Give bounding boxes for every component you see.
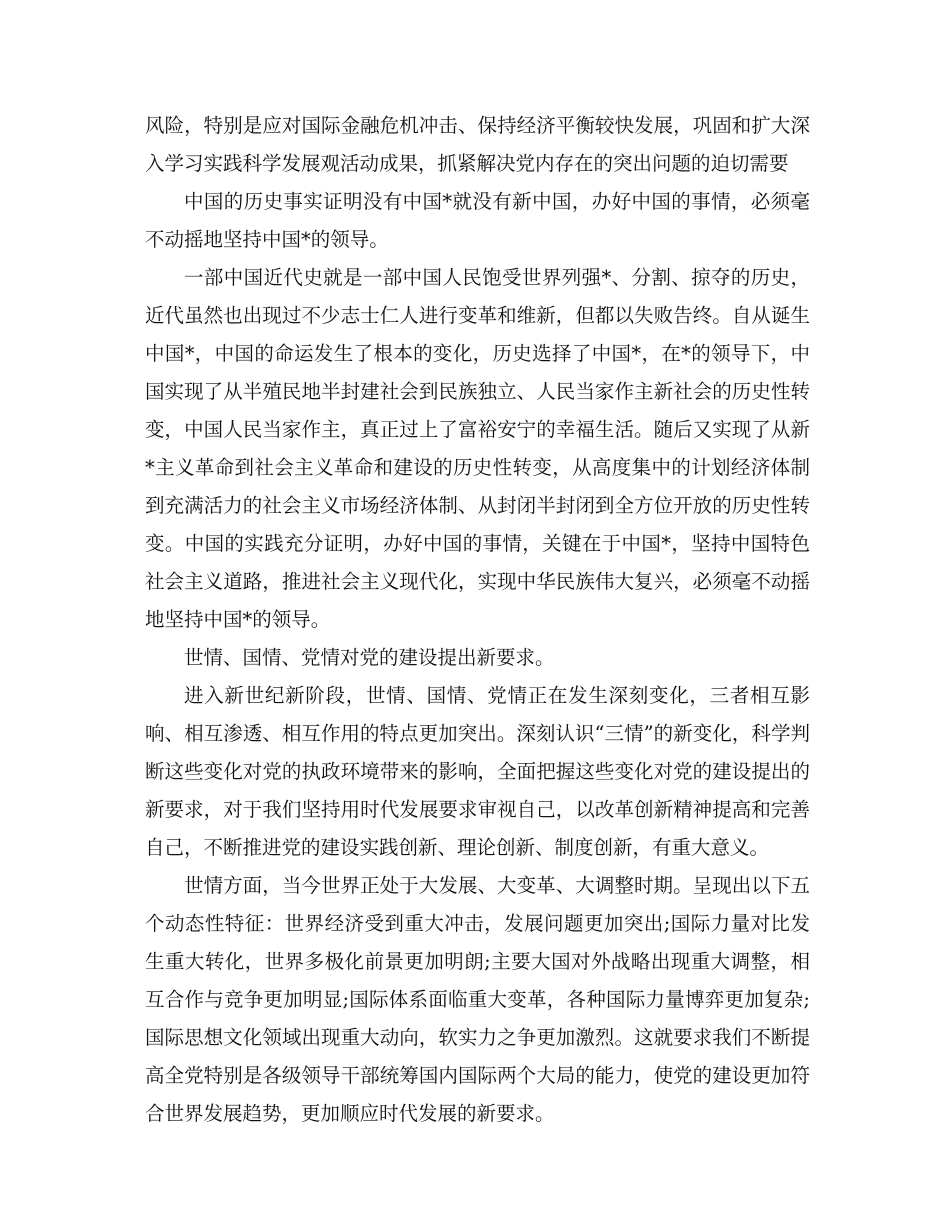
document-body <box>145 107 810 1133</box>
paragraph-5: 进入新世纪新阶段，世情、国情、党情正在发生深刻变化，三者相互影响、相互渗透、相互作用的特点更加突出。深刻认识“三情”的新变化，科学判断这些变化对党的执政环境带来的影响，全面把握这些变化对党的建设提出的新要求，对于我们坚持用时代发展要求审视自己，以改革创新精神提高和完善自己，不断推进党的建设实践创新、理论创新、制度创新，有重大意义。 <box>145 684 810 859</box>
paragraph-1: 风险，特别是应对国际金融危机冲击、保持经济平衡较快发展，巩固和扩大深入学习实践科学发展观活动成果，抓紧解决党内存在的突出问题的迫切需要 <box>145 114 810 175</box>
paragraph-3: 一部中国近代史就是一部中国人民饱受世界列强*、分割、掠夺的历史，近代虽然也出现过不少志士仁人进行变革和维新，但都以失败告终。自从诞生中国*，中国的命运发生了根本的变化，历史选择了中国*，在*的领导下，中国实现了从半殖民地半封建社会到民族独立、人民当家作主新社会的历史性转变，中国人民当家作主，真正过上了富裕安宁的幸福生活。随后又实现了从新*主义革命到社会主义革命和建设的历史性转变，从高度集中的计划经济体制到充满活力的社会主义市场经济体制、从封闭半封闭到全方位开放的历史性转变。中国的实践充分证明，办好中国的事情，关键在于中国*，坚持中国特色社会主义道路，推进社会主义现代化，实现中华民族伟大复兴，必须毫不动摇地坚持中国*的领导。 <box>145 266 810 631</box>
paragraph-4: 世情、国情、党情对党的建设提出新要求。 <box>184 646 555 669</box>
paragraph-6: 世情方面，当今世界正处于大发展、大变革、大调整时期。呈现出以下五个动态性特征：世界经济受到重大冲击，发展问题更加突出;国际力量对比发生重大转化，世界多极化前景更加明朗;主要大国对外战略出现重大调整，相互合作与竞争更加明显;国际体系面临重大变革，各种国际力量博弈更加复杂;国际思想文化领域出现重大动向，软实力之争更加激烈。这就要求我们不断提高全党特别是各级领导干部统筹国内国际两个大局的能力，使党的建设更加符合世界发展趋势，更加顺应时代发展的新要求。 <box>145 874 810 1125</box>
paragraph-2: 中国的历史事实证明没有中国*就没有新中国，办好中国的事情，必须毫不动摇地坚持中国*的领导。 <box>145 190 810 251</box>
